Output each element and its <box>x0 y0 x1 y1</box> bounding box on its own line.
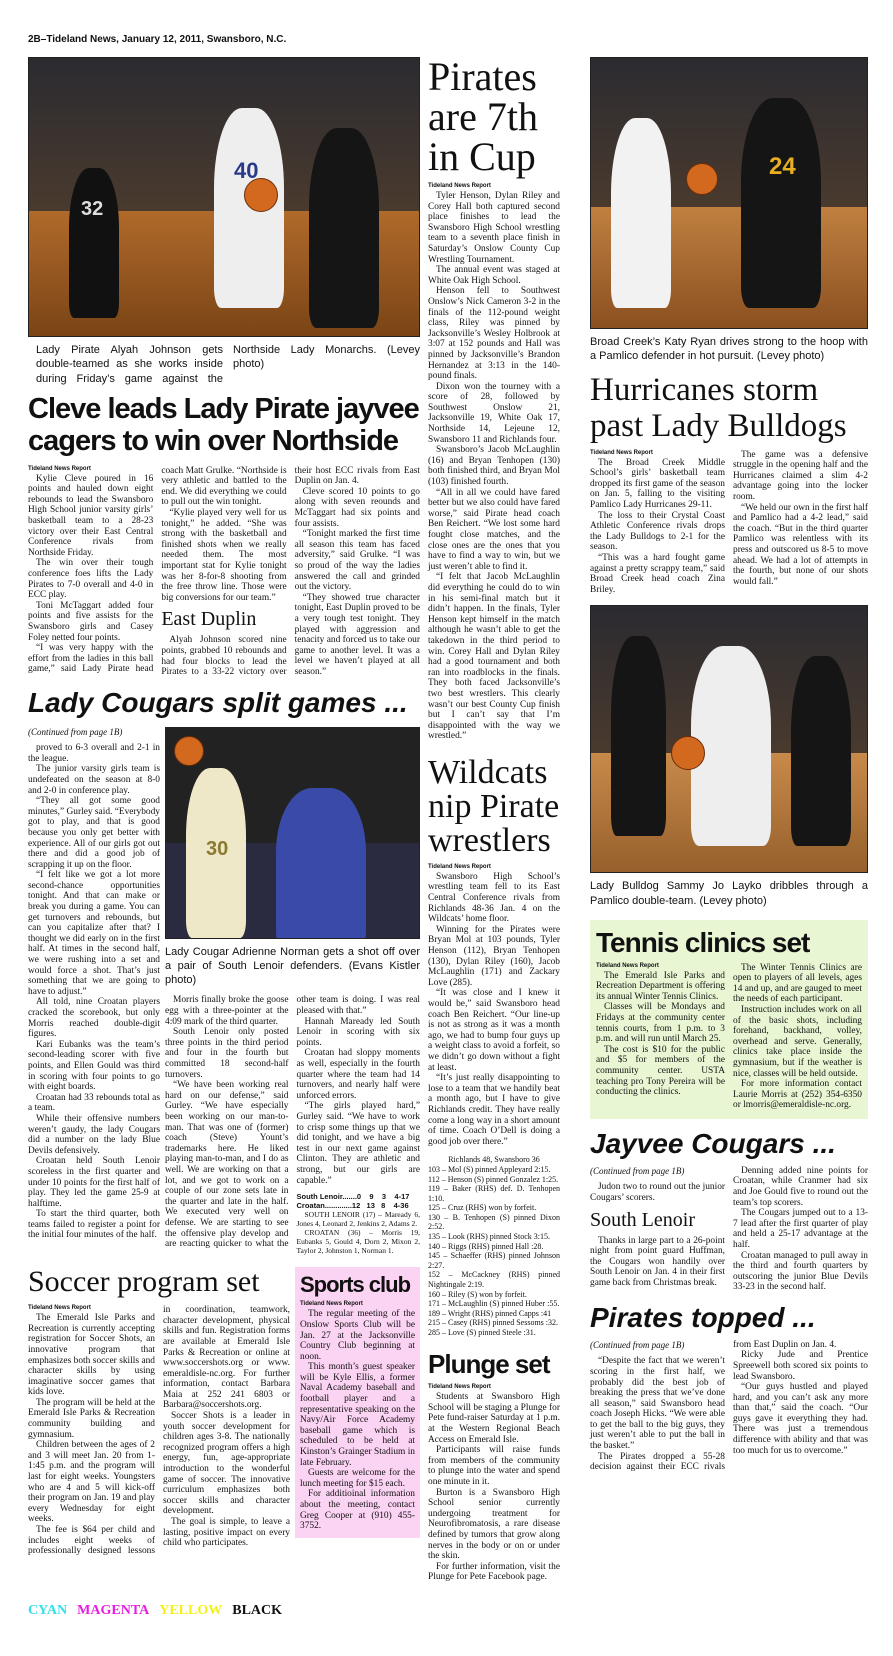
paragraph: Croatan had 33 rebounds total as a team. <box>28 1092 160 1114</box>
article-plunge <box>428 1384 560 1583</box>
paragraph: “We held our own in the first half and Pamlico had a 4-2 lead,” said the coach. “But in the third quarter Pamlico was relentless with its press and outscored us 8-5 to move ahead. We had a lot of attempts in the fourth, but none of our shots would fall.” <box>733 502 868 587</box>
continued-note: (Continued from page 1B) <box>590 1339 685 1350</box>
photo-caption: Lady Bulldog Sammy Jo Layko dribbles through a Pamlico double-team. (Levey photo) <box>590 880 868 907</box>
headline-pirates-topped: Pirates topped ... <box>590 1301 816 1333</box>
byline: Tideland News Report <box>596 962 659 969</box>
paragraph: “I felt like we got a lot more second-chance opportunities tonight. And that can make or break you during a game. You can get turnovers and rebounds, but can you capitalize after that? I thought we did early on in the first half. At times in the second half, we were rushing into a set and would force a shot. That’s just something that we are going to have to adjust.” <box>28 870 160 997</box>
paragraph: Dixon won the tourney with a score of 28, followed by Southwest Onslow 21, Jacksonville 19, White Oak 17, Northside 14, Lejeune 12, Swansboro 11 and Richlands four. <box>428 381 560 445</box>
article-soccer <box>28 1305 290 1557</box>
paragraph: proved to 6-3 overall and 2-1 in the league. <box>28 743 160 764</box>
right-column <box>590 57 868 1473</box>
paragraph: “It’s just really disappointing to lose to a team that we handily beat a month ago, but I have to give Richlands credit. They have really come a long way in a short amount of time. Coach O’Dell is doing a good job over there.” <box>428 1073 560 1147</box>
paragraph: Children between the ages of 2 and 3 will meet Jan. 20 from 1-1:45 p.m. and the program will last for eight weeks. Youngsters who are 4 and 5 will kick-off their program on Jan. 19 and play every Wednesday for eight weeks. <box>28 1440 155 1525</box>
paragraph: The Emerald Isle Parks and Recreation Department is offering its annual Winter Tennis Clinics. <box>596 970 725 1002</box>
result-line: 160 – Riley (S) won by forfeit. <box>428 1289 527 1299</box>
paragraph: Henson fell to Southwest Onslow’s Nick Cameron 3-2 in the finals of the 112-pound weight class, Riley was pinned by Jacksonville’s Wesley Holbrook at 3:07 at 152 pounds and Hall was pinned by Jacksonville’s Brandon Hernandez at 3:13 in the 140-pound finals. <box>428 286 560 382</box>
result-line: 152 – McCackney (RHS) pinned Nightingale 2:19. <box>428 1270 560 1290</box>
article-sports-club <box>300 1301 415 1531</box>
paragraph: Students at Swansboro High School will be staging a Plunge for Pete fund-raiser Saturday at 1 p.m. at the Western Regional Beach Access on Emerald Isle. <box>428 1392 560 1445</box>
result-line: 145 – Schaeffer (RHS) pinned Johnson 2:27. <box>428 1251 560 1270</box>
paragraph: “I was very happy with the effort from the ladies in this ball game,” said Lady Pirate head coach Matt Grulke. “Northside is very athletic and battled to the end. We did everything we could to pull out the win tonight. <box>28 465 287 675</box>
paragraph: The cost is $10 for the public and $5 for members of the community center. USTA teaching pro Tony Pereira will be conducting the clinics. <box>596 1044 725 1098</box>
headline-line: cagers to win over Northside <box>28 424 399 457</box>
photo-caption: Broad Creek’s Katy Ryan drives strong to the hoop with a Pamlico defender in hot pursuit. (Levey photo) <box>590 336 868 363</box>
paragraph: Alyah Johnson scored nine points, grabbed 10 rebounds and had four blocks to lead the Pirates to a 33-22 victory over their host ECC rivals from East Duplin on Jan. 4. <box>161 465 420 678</box>
byline: Tideland News Report <box>590 449 653 456</box>
paragraph: Hannah Maready led South Lenoir in scoring with six points. <box>296 1016 420 1048</box>
byline: Tideland News Report <box>428 1384 491 1391</box>
paragraph: Cleve scored 10 points to go along with seven reounds and McTaggart had six points and four assists. <box>294 486 420 529</box>
headline-sports-club: Sports club <box>300 1272 411 1298</box>
paragraph: Burton is a Swansboro High School senior currently undergoing treatment for Neurofibromatosis, a rare disease defined by tumors that grow along nerves in the body or on or under the skin. <box>428 1487 560 1562</box>
paragraph: Ricky Jude and Prentice Spreewell both scored six points to lead Swansboro. <box>733 1350 868 1382</box>
paragraph: For additioinal information about the meeting, contact Greg Cooper at (910) 455-3752. <box>300 1489 415 1532</box>
headline-tennis: Tennis clinics set <box>596 926 810 958</box>
result-line: 119 – Baker (RHS) def. D. Tenhopen 1:10. <box>428 1184 560 1203</box>
result-line: 103 – Mol (S) pinned Appleyard 2:15. <box>428 1164 551 1174</box>
article-lady-cougars-col1 <box>28 727 160 1242</box>
box-score-line: CROATAN (36) – Morris 19, Eubanks 5, Gould 4, Dorn 2, Mixon 2, Taylor 2, Johnston 1, Norman 1. <box>296 1228 420 1256</box>
paragraph: The fee is $64 per child and includes eight weeks of professionally designed lessons in coordination, teamwork, character development, physical skills and fun. Registration forms are available at Emerald Isle Parks & Recreation or online at www.soccershots.org or www. emeraldisle-nc.org. For further information, contact Barbara Maia at 252 241 6803 or Barbara@soccershots.org. <box>28 1305 290 1557</box>
paragraph: Croatan held South Lenoir scoreless in the first quarter and under 10 points for the first half of play. They led the game 25-9 at halftime. <box>28 1156 160 1209</box>
paragraph: Swansboro High School’s wrestling team fell to its East Central Conference rivals from Richlands 48-36 Jan. 4 on the Wildcats’ home floor. <box>428 871 560 925</box>
paragraph: Soccer Shots is a leader in youth soccer development for children ages 3-8. The nationally recognized program offers a high energy, fun, age-appropriate introduction to the wonderful game of soccer. The innovative curriculum emphasizes both soccer skills and character development. <box>163 1411 290 1517</box>
continued-note: (Continued from page 1B) <box>28 726 123 737</box>
article-lady-cougars-col2 <box>165 995 420 1255</box>
paragraph: For more information contact Laurie Morris at (252) 354-6350 or lmorris@emeraldisle-nc.org. <box>733 1079 862 1111</box>
soccer-block <box>28 1267 290 1557</box>
paragraph: The regular meeting of the Onslow Sports Club will be Jan. 27 at the Jacksonville Country Club beginning at noon. <box>300 1309 415 1362</box>
paragraph: For further information, visit the Plunge for Pete Facebook page. <box>428 1561 560 1583</box>
headline-wildcats: Wildcats nip Pirate wrestlers <box>428 753 560 859</box>
subhead-east-duplin: East Duplin <box>161 608 257 631</box>
paragraph: The goal is simple, to leave a lasting, positive impact on every child who participates. <box>163 1517 290 1549</box>
headline-pirates-cup: Pirates are 7th in Cup <box>428 54 538 179</box>
paragraph: “The girls played hard,” Gurley said. “We have to work to crisp some things up that we did tonight, and we have a big test in our next game against Clinton. They are athletic and strong, but our girls are capable.” <box>296 1101 420 1186</box>
paragraph: The game was a defensive struggle in the opening half and the Hurricanes claimed a slim 4-2 advantage going into the locker room. <box>733 449 868 502</box>
bottom-left-row <box>28 1267 420 1557</box>
jersey-number: 32 <box>81 198 104 220</box>
paragraph: “Kylie played very well for us tonight,” he added. “She was strong with the basketball and finished shots when we really needed them. The most important stat for Kylie tonight was her 8-for-8 shooting from the free throw line. Those were big conversions for our team.” <box>161 508 287 603</box>
photo-adrienne-norman <box>165 727 420 939</box>
paragraph: Croatan managed to pull away in the third and fourth quarters by outscoring the junior Blue Devils 33-23 in the second half. <box>733 1250 868 1293</box>
color-label-black: BLACK <box>232 1602 283 1618</box>
headline-hurricanes: Hurricanes storm past Lady Bulldogs <box>590 371 847 444</box>
paragraph: All told, nine Croatan players cracked the scorebook, but only Morris reached double-digit figures. <box>28 997 160 1040</box>
result-line: 171 – McLaughlin (S) pinned Huber :55. <box>428 1299 560 1309</box>
paragraph: Tyler Henson, Dylan Riley and Corey Hall both captured second place finishes to lead the Swansboro High School wrestling team to a seventh place finish in Saturday’s Onslow County Cup Wrestling Tournament. <box>428 191 560 265</box>
paragraph: South Lenoir only posted three points in the third period and four in the fourth but committed 18 second-half turnovers. <box>165 1027 289 1080</box>
headline-jayvee-cougars: Jayvee Cougars ... <box>590 1128 836 1160</box>
paragraph: “They all got some good minutes,” Gurley said. “Everybody got to play, and that is good because you only get better with experience. All of our girls got out there and did a good job of scrapping it up on the floor. <box>28 796 160 870</box>
match-results <box>428 1155 560 1337</box>
paragraph: Judon two to round out the junior Cougars’ scorers. <box>590 1182 725 1203</box>
paragraph: Kylie Cleve poured in 16 points and hauled down eight rebounds to lead the Swansboro High School junior varsity girls’ basketball team to a 28-23 victory over their East Central Conference rivals from Northside Friday. <box>28 473 154 558</box>
byline: Tideland News Report <box>428 183 491 189</box>
left-column <box>28 57 420 1557</box>
result-line: 135 – Look (RHS) pinned Stock 3:15. <box>428 1232 550 1242</box>
article-hurricanes <box>590 450 868 596</box>
paragraph: Thanks in large part to a 26-point night from point guard Huffman, the Cougars won handily over South Lenoir on Jan. 4 in their first game back from Christmas break. <box>590 1235 725 1288</box>
paragraph: Winning for the Pirates were Bryan Mol at 103 pounds, Tyler Henson (112), Bryan Tenhopen (130), Dylan Riley (160), Jacob McLaughlin (171) and Zackary Love (285). <box>428 924 560 988</box>
sports-club-box <box>295 1267 420 1538</box>
result-line: 112 – Henson (S) pinned Gonzalez 1:25. <box>428 1174 559 1184</box>
paragraph: Swansboro’s Jacob McLaughlin (16) and Bryan Tenhopen (130) both finished third, and Bryan Mol (103) finished fourth. <box>428 445 560 488</box>
article-pirates-topped <box>590 1340 868 1473</box>
photo-caption: Lady Cougar Adrienne Norman gets a shot off over a pair of South Lenoir defenders. (Evans Kistler photo) <box>165 945 420 987</box>
paragraph: “This was a hard fought game against a pretty scrappy team,” said Broad Creek head coach Zina Briley. <box>590 552 725 595</box>
paragraph: Classes will be Mondays and Fridays at the community center tennis courts, from 1 p.m. to 3 p.m. and will run until March 25. <box>596 1002 725 1045</box>
jersey-number: 40 <box>234 158 259 183</box>
color-label-magenta: MAGENTA <box>77 1602 150 1618</box>
result-line: 215 – Casey (RHS) pinned Sessoms :32. <box>428 1318 558 1328</box>
box-score-line: SOUTH LENOIR (17) – Maready 6, Jones 4, Leonard 2, Jenkins 2, Adams 2. <box>296 1210 420 1229</box>
paragraph: The annual event was staged at White Oak High School. <box>428 265 560 286</box>
paragraph: Toni McTaggart added four points and five assists for the Swansboro girls and Casey Foley netted four points. <box>28 600 154 643</box>
result-line: 285 – Love (S) pinned Steele :31. <box>428 1328 536 1337</box>
lady-cougars-right <box>165 727 420 1256</box>
color-label-yellow: YELLOW <box>159 1602 223 1618</box>
result-line: 130 – B. Tenhopen (S) pinned Dixon 2:52. <box>428 1212 560 1232</box>
paragraph: “I felt that Jacob McLaughlin did everything he could do to win in his semi-final match but it didn’t happen. In the finals, Tyler Henson kept himself in the match although he wasn’t able to get the takedown in the third period to win. Corey Hall and Dylan Riley had a good tournament and both ran into roadblocks in the finals. They both faced Jacksonville’s two best wrestlers. This clearly wasn’t our best County Cup finish but I can’t say that I’m disappointed with the way we wrestled.” <box>428 572 560 742</box>
cmyk-color-bar <box>28 1603 868 1619</box>
article-tennis <box>596 963 862 1111</box>
headline-lady-cougars: Lady Cougars split games ... <box>28 686 408 718</box>
photo-sammy-jo-layko <box>590 605 868 873</box>
photo-katy-ryan <box>590 57 868 329</box>
paragraph: To start the third quarter, both teams failed to register a point for the initial four minutes of the half. <box>28 1209 160 1241</box>
jersey-number: 30 <box>206 837 229 860</box>
jersey-number: 24 <box>769 153 796 180</box>
paragraph: The junior varsity girls team is undefeated on the season at 8-0 and 2-0 in conference play. <box>28 764 160 796</box>
byline: Tideland News Report <box>428 863 491 870</box>
paragraph: This month’s guest speaker will be Kyle Ellis, a former Naval Academy baseball and football player and a representative speaking on the Navy/Air Force Academy baseball game which is scheduled to be held at Kinston’s Grainger Stadium in late February. <box>300 1362 415 1468</box>
paragraph: “Despite the fact that we weren’t scoring in the first half, we probably did the best job of breaking the press that we’ve done all season,” said Swansboro head coach Joseph Hicks. “We were able to get the ball to the big guys, they just weren’t able to put the ball in the basket.” <box>590 1356 725 1452</box>
paragraph: The program will be held at the Emerald Isle Parks & Recreation community building and gymnasium. <box>28 1397 155 1440</box>
article-cleve <box>28 466 420 678</box>
byline: Tideland News Report <box>28 465 91 472</box>
paragraph: The Pirates dropped a 55-28 decision against their ECC rivals from East Duplin on Jan. 4. <box>590 1339 837 1473</box>
paragraph: “It was close and I knew it would be,” said Swansboro head coach Ben Reichert. “Our line-up is not as strong as it was a month ago, we had to bump four guys up a weight class to avoid a forfeit, so we didn’t go down without a fight at least. <box>428 988 560 1073</box>
paragraph: The win over their tough conference foes lifts the Lady Pirates to 7-0 overall and 4-0 in ECC play. <box>28 558 154 601</box>
paragraph: The Broad Creek Middle School’s girls’ basketball team dropped its first game of the season on Jan. 5, falling to the visiting Pamlico Lady Hurricanes 29-11. <box>590 457 725 510</box>
paragraph: Instruction includes work on all of the basic shots, including forehand, backhand, volley, overhead and serve. Generally, clinics take place inside the gymnasium, but if the weather is nice, classes will be held outside. <box>733 1005 862 1079</box>
paragraph: Denning added nine points for Croatan, while Cranmer had six and Joe Gould five to round out the team’s top scorers. <box>733 1165 868 1208</box>
subhead-south-lenoir: South Lenoir <box>590 1208 695 1231</box>
paragraph: “Our guys hustled and played hard, and you can’t ask any more than that,” said the coach. “Our guys gave it everything they had. There was just a tremendous difference with ability and that was too much for us to overcome.” <box>733 1382 868 1456</box>
result-line: 140 – Riggs (RHS) pinned Hall :28. <box>428 1241 544 1251</box>
paragraph: The Emerald Isle Parks and Recreation is currently accepting registration for Soccer Shots, an innovative program that emphasizes both soccer skills and character skills by using imaginative soccer games that kids love. <box>28 1313 155 1398</box>
paragraph: The Cougars jumped out to a 13-7 lead after the first quarter of play and held a 25-17 advantage at the half. <box>733 1208 868 1250</box>
box-score-row: Croatan.............12 13 8 4-36 <box>296 1201 409 1211</box>
paragraph: Kari Eubanks was the team’s second-leading scorer with five points, and Ellen Gould was third in scoring with four points to go with eight boards. <box>28 1039 160 1093</box>
paragraph: Participants will raise funds from members of the community to plunge into the water and spend one minute in it. <box>428 1445 560 1487</box>
tennis-box <box>590 920 868 1119</box>
paragraph: Guests are welcome for the lunch meeting for $15 each. <box>300 1468 415 1489</box>
headline-soccer: Soccer program set <box>28 1265 260 1299</box>
box-score-row: South Lenoir.......0 9 3 4-17 <box>296 1192 410 1202</box>
paragraph: Morris finally broke the goose egg with a three-pointer at the 4:09 mark of the third quarter. <box>165 995 289 1027</box>
color-label-cyan: CYAN <box>28 1602 68 1618</box>
paragraph: “Tonight marked the first time all season this team has faced adversity,” said Grulke. “I was so proud of the way the ladies answered the call and grinded out the victory. <box>294 529 420 593</box>
paragraph: The Winter Tennis Clinics are open to players of all levels, ages 14 and up, and are gauged to meet the needs of each participant. <box>733 962 862 1005</box>
byline: Tideland News Report <box>28 1305 91 1312</box>
results-header: Richlands 48, Swansboro 36 <box>448 1155 540 1165</box>
byline: Tideland News Report <box>300 1301 363 1308</box>
box-score <box>297 1192 421 1255</box>
headline-line: Cleve leads Lady Pirate jayvee <box>28 392 419 425</box>
article-jayvee <box>590 1166 868 1293</box>
paragraph: “We have been working real hard on our defense,” said Gurley. “We have especially been working on our man-to-man. That was one of (former) coach (Steve) Yount’s trademarks here. He liked playing man-to-man, and I do as well. We are working on that a lot, and we got to work on a couple of our zone sets late in the quarter and late in the half. We executed very well on defense. We are starting to see the offensive play develop and are reacting quicker to what the other team is doing. I was real pleased with that.” <box>165 995 420 1250</box>
article-pirates-cup <box>428 183 560 742</box>
headline-cleve <box>28 394 420 458</box>
paragraph: The loss to their Crystal Coast Athletic Conference rivals drops the Lady Bulldogs to 2-1 for the season. <box>590 510 725 553</box>
page-folio: 2B–Tideland News, January 12, 2011, Swansboro, N.C. <box>28 34 287 45</box>
photo-caption: Lady Pirate Alyah Johnson gets double-teamed as she works inside during Friday’s game against the Northside Lady Monarchs. (Levey photo) <box>36 344 420 385</box>
lady-cougars-block <box>28 727 420 1256</box>
paragraph: Croatan had sloppy moments as well, especially in the fourth quarter where the team had 14 turnovers, and nearly half were unforced errors. <box>296 1048 420 1101</box>
headline-plunge: Plunge set <box>428 1348 550 1379</box>
paragraph: While their offensive numbers weren’t gaudy, the lady Cougars did a number on the lady Blue Devils defensively. <box>28 1113 160 1156</box>
continued-note: (Continued from page 1B) <box>590 1165 685 1176</box>
paragraph: “They showed true character tonight, East Duplin proved to be a very tough test tonight. They played with aggression and tenacity and forced us to take our game to another level. It was a level we haven’t played at all season.” <box>294 592 420 677</box>
result-line: 125 – Cruz (RHS) won by forfeit. <box>428 1203 537 1213</box>
article-wildcats <box>428 864 560 1338</box>
photo-lady-pirate-johnson <box>28 57 420 337</box>
paragraph: “All in all we could have fared better but we also could have fared worse,” said Pirate head coach Ben Reichert. “We lost some hard fought close matches, and the close ones are the ones that you have to find a way to win, but we just weren’t able to find it. <box>428 487 560 572</box>
middle-column <box>428 54 560 1583</box>
result-line: 189 – Wright (RHS) pinned Capps :41 <box>428 1308 552 1318</box>
page-columns <box>28 54 868 1583</box>
